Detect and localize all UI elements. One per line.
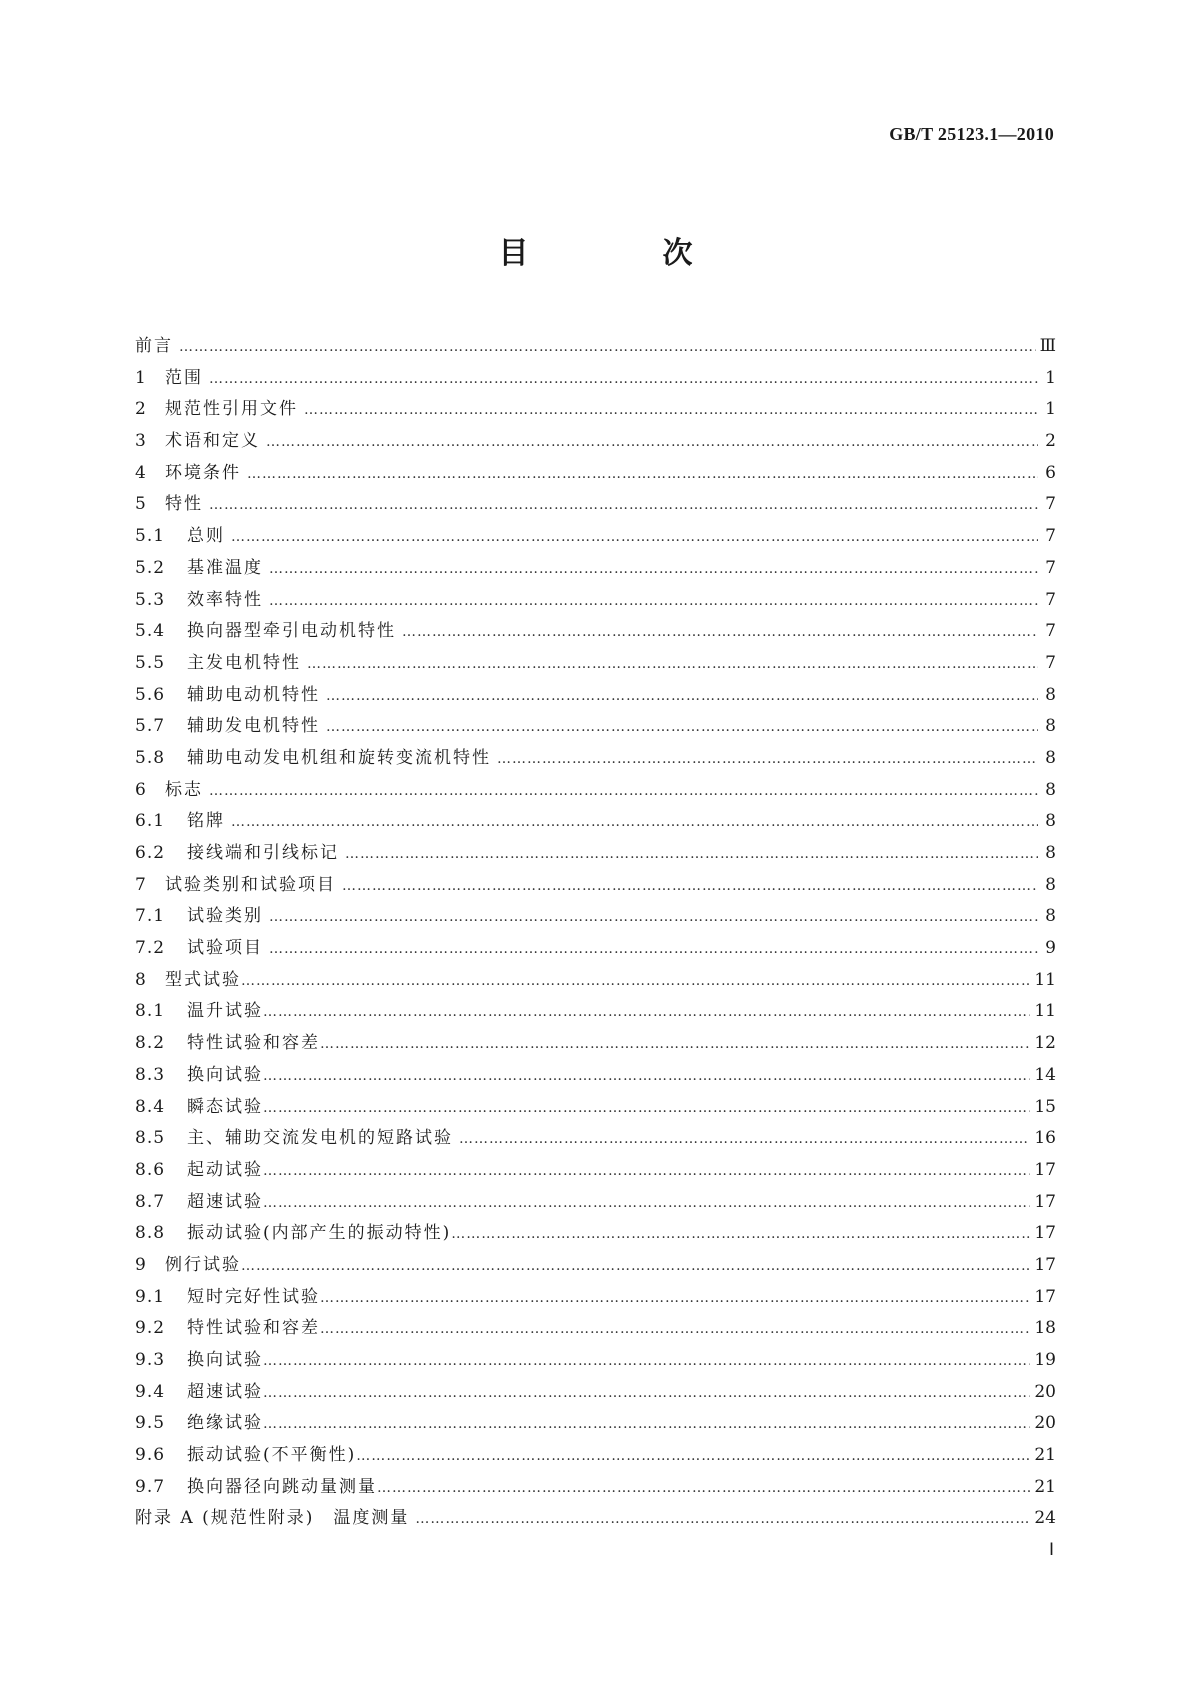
toc-entry-page: 6 [1045,462,1056,483]
dot-leader [342,871,1038,903]
dot-leader [402,617,1038,649]
dot-leader [247,459,1038,491]
dot-leader [209,490,1038,522]
toc-entry[interactable] [135,1503,1056,1535]
dot-leader [269,554,1038,586]
toc-entry-label: 接线端和引线标记 [187,843,339,863]
toc-entry-label: 基准温度 [187,557,263,578]
toc-entry-page: 7 [1045,589,1056,610]
toc-entry-number: 5.7 [135,716,166,737]
toc-entry-label: 试验类别和试验项目 [165,874,336,895]
toc-entry-number: 9.4 [135,1381,166,1402]
toc-entry-number: 5.4 [135,621,166,642]
toc-entry-number: 3 [135,431,147,452]
toc-entry-page: 20 [1034,1381,1056,1402]
toc-entry-label: 辅助发电机特性 [187,716,320,737]
toc-entry-label: 铭牌 [187,811,225,832]
toc-entry-page: 1 [1045,367,1056,388]
toc-entry-number: 8.3 [135,1064,166,1085]
toc-entry-number: 6 [135,779,147,800]
toc-entry-number: 5.5 [135,652,166,673]
toc-entry-label: 试验类别 [187,906,263,927]
toc-entry-label: 起动试验 [187,1159,263,1180]
toc-entry-number: 9.3 [135,1350,166,1370]
dot-leader [320,1314,1030,1346]
toc-entry[interactable] [135,965,1056,997]
toc-entry[interactable] [135,870,1056,902]
toc-entry-page: 7 [1045,494,1056,515]
dot-leader [415,1504,1030,1536]
dot-leader [266,427,1038,459]
toc-entry-label: 主、辅助交流发电机的短路试验 [187,1128,453,1149]
toc-entry[interactable] [135,394,1056,426]
toc-entry-label: 换向试验 [187,1064,263,1085]
toc-entry-page: 8 [1045,716,1056,737]
dot-leader [241,1251,1030,1283]
toc-entry-page: 20 [1034,1413,1056,1434]
toc-entry[interactable] [135,1092,1056,1124]
toc-entry-number: 5.8 [135,747,166,768]
toc-entry-page: 7 [1045,652,1056,673]
toc-entry[interactable] [135,711,1056,743]
toc-entry-label: 前言 [135,336,173,356]
toc-entry-page: 24 [1034,1508,1056,1529]
dot-leader [231,807,1038,839]
toc-entry-page: 1 [1045,399,1056,420]
toc-entry-label: 附录 A (规范性附录) 温度测量 [135,1508,410,1529]
dot-leader [179,332,1036,364]
dot-leader [320,1029,1030,1061]
toc-entry-label: 型式试验 [165,969,241,990]
toc-entry-label: 换向试验 [187,1350,263,1370]
toc-entry[interactable] [135,1345,1056,1377]
dot-leader [326,681,1038,713]
toc-entry-number: 8.5 [135,1128,166,1149]
toc-entry[interactable] [135,1123,1056,1155]
toc-entry-number: 9.6 [135,1445,166,1466]
toc-entry[interactable] [135,1472,1056,1504]
toc-entry-label: 例行试验 [165,1254,241,1275]
toc-entry-label: 辅助电动机特性 [187,684,320,705]
page-number: Ⅰ [1048,1540,1054,1559]
standard-code: GB/T 25123.1—2010 [889,124,1054,144]
toc-entry-page: 16 [1034,1128,1056,1149]
toc-entry-label: 特性试验和容差 [187,1033,320,1054]
toc-entry-number: 7.1 [135,906,166,927]
toc-entry[interactable] [135,775,1056,807]
toc-entry[interactable] [135,806,1056,838]
toc-entry[interactable] [135,1060,1056,1092]
dot-leader [209,776,1038,808]
dot-leader [451,1219,1030,1251]
toc-entry-number: 8.1 [135,1001,166,1022]
toc-entry-page: 8 [1045,906,1056,927]
toc-entry-page: 21 [1034,1476,1056,1497]
toc-entry-number: 9.7 [135,1476,166,1497]
toc-entry[interactable] [135,1155,1056,1187]
toc-entry-number: 6.2 [135,843,166,863]
dot-leader [307,649,1038,681]
toc-entry[interactable] [135,901,1056,933]
toc-entry-number: 2 [135,399,147,420]
dot-leader [304,395,1038,427]
toc-entry[interactable] [135,933,1056,965]
dot-leader [263,997,1030,1029]
toc-entry-page: 7 [1045,557,1056,578]
toc-entry-number: 1 [135,367,147,388]
toc-entry-number: 9 [135,1254,147,1275]
toc-entry-number: 8.6 [135,1159,166,1180]
dot-leader [263,1409,1030,1441]
dot-leader [263,1378,1030,1410]
toc-entry-number: 8.8 [135,1223,166,1244]
toc-entry-page: 2 [1045,431,1056,452]
toc-entry-label: 辅助电动发电机组和旋转变流机特性 [187,747,491,768]
toc-entry-label: 超速试验 [187,1381,263,1402]
toc-entry-label: 特性试验和容差 [187,1318,320,1339]
toc-entry-number: 7 [135,874,147,895]
toc-entry-page: 17 [1034,1223,1056,1244]
toc-entry-label: 换向器径向跳动量测量 [187,1476,377,1497]
dot-leader [497,744,1038,776]
toc-entry[interactable] [135,1313,1056,1345]
dot-leader [231,522,1038,554]
toc-entry-page: 8 [1045,684,1056,705]
toc-entry-number: 9.2 [135,1318,166,1339]
toc-entry-label: 范围 [165,367,203,388]
toc-entry[interactable] [135,585,1056,617]
toc-entry-page: 7 [1045,526,1056,547]
toc-entry[interactable] [135,363,1056,395]
toc-entry-page: 12 [1034,1033,1056,1054]
toc-entry-label: 换向器型牵引电动机特性 [187,621,396,642]
toc-entry-page: 17 [1034,1159,1056,1180]
toc-entry-label: 试验项目 [187,938,263,959]
dot-leader [241,966,1030,998]
toc-entry[interactable] [135,838,1056,870]
toc-entry-number: 5.2 [135,557,166,578]
toc-entry[interactable] [135,1377,1056,1409]
toc-entry[interactable] [135,553,1056,585]
toc-entry[interactable] [135,743,1056,775]
toc-entry[interactable] [135,521,1056,553]
toc-entry[interactable] [135,616,1056,648]
dot-leader [269,902,1038,934]
toc-entry-page: 8 [1045,747,1056,768]
toc-entry[interactable] [135,1218,1056,1250]
dot-leader [269,934,1038,966]
toc-entry-label: 主发电机特性 [187,652,301,673]
dot-leader [263,1093,1030,1125]
toc-entry[interactable] [135,426,1056,458]
toc-entry-label: 短时完好性试验 [187,1286,320,1307]
dot-leader [326,712,1038,744]
toc-entry-page: 9 [1045,938,1056,959]
toc-entry-number: 5.3 [135,589,166,610]
toc-entry-label: 术语和定义 [165,431,260,452]
toc-entry-page: 21 [1034,1445,1056,1466]
toc-entry-page: 11 [1034,1001,1056,1022]
toc-entry-page: 17 [1034,1191,1056,1212]
toc-entry-label: 绝缘试验 [187,1413,263,1434]
toc-entry-label: 振动试验(不平衡性) [187,1445,357,1466]
toc-entry-page: 8 [1045,811,1056,832]
toc-entry[interactable] [135,680,1056,712]
dot-leader [356,1441,1030,1473]
toc-entry-number: 8.4 [135,1096,166,1117]
toc-entry-page: 14 [1034,1064,1056,1085]
dot-leader [263,1346,1030,1378]
toc-entry[interactable] [135,489,1056,521]
page-title: 目 次 [498,236,745,271]
toc-entry-page: 18 [1034,1318,1056,1339]
dot-leader [459,1124,1030,1156]
toc-entry-number: 9.5 [135,1413,166,1434]
dot-leader [209,364,1038,396]
toc-entry-page: 7 [1045,621,1056,642]
dot-leader [269,586,1038,618]
toc-entry-label: 温升试验 [187,1001,263,1022]
dot-leader [377,1473,1030,1505]
toc-entry-number: 8.7 [135,1191,166,1212]
toc-entry-label: 瞬态试验 [187,1096,263,1117]
toc-entry[interactable] [135,1250,1056,1282]
toc-entry-page: 8 [1045,779,1056,800]
toc-entry-label: 效率特性 [187,589,263,610]
toc-entry-page: 15 [1034,1096,1056,1117]
toc-entry[interactable] [135,1028,1056,1060]
dot-leader [263,1061,1030,1093]
toc-entry-page: 17 [1034,1254,1056,1275]
dot-leader [345,839,1038,871]
toc-entry-page: 17 [1034,1286,1056,1307]
toc-entry-number: 5.6 [135,684,166,705]
toc-entry[interactable] [135,331,1056,363]
toc-entry[interactable] [135,1440,1056,1472]
toc-entry-label: 特性 [165,494,203,515]
toc-entry-page: 19 [1034,1350,1056,1370]
toc-entry[interactable] [135,996,1056,1028]
toc-entry-label: 规范性引用文件 [165,399,298,420]
toc-entry[interactable] [135,648,1056,680]
toc-entry[interactable] [135,1187,1056,1219]
dot-leader [263,1188,1030,1220]
toc-entry-page: 11 [1034,969,1056,990]
table-of-contents [135,331,1056,1535]
toc-entry-page: Ⅲ [1039,336,1056,356]
dot-leader [320,1283,1030,1315]
toc-entry-label: 总则 [187,526,225,547]
toc-entry-number: 5 [135,494,147,515]
toc-entry-number: 7.2 [135,938,166,959]
toc-entry-number: 6.1 [135,811,166,832]
toc-entry-label: 标志 [165,779,203,800]
toc-entry-number: 8.2 [135,1033,166,1054]
toc-entry-label: 环境条件 [165,462,241,483]
toc-entry-page: 8 [1045,843,1056,863]
dot-leader [263,1156,1030,1188]
toc-entry-label: 振动试验(内部产生的振动特性) [187,1223,452,1244]
toc-entry[interactable] [135,1282,1056,1314]
toc-entry-number: 4 [135,462,147,483]
toc-entry-number: 8 [135,969,147,990]
toc-entry[interactable] [135,458,1056,490]
toc-entry-number: 5.1 [135,526,166,547]
toc-entry-label: 超速试验 [187,1191,263,1212]
toc-entry-page: 8 [1045,874,1056,895]
toc-entry-number: 9.1 [135,1286,166,1307]
toc-entry[interactable] [135,1408,1056,1440]
